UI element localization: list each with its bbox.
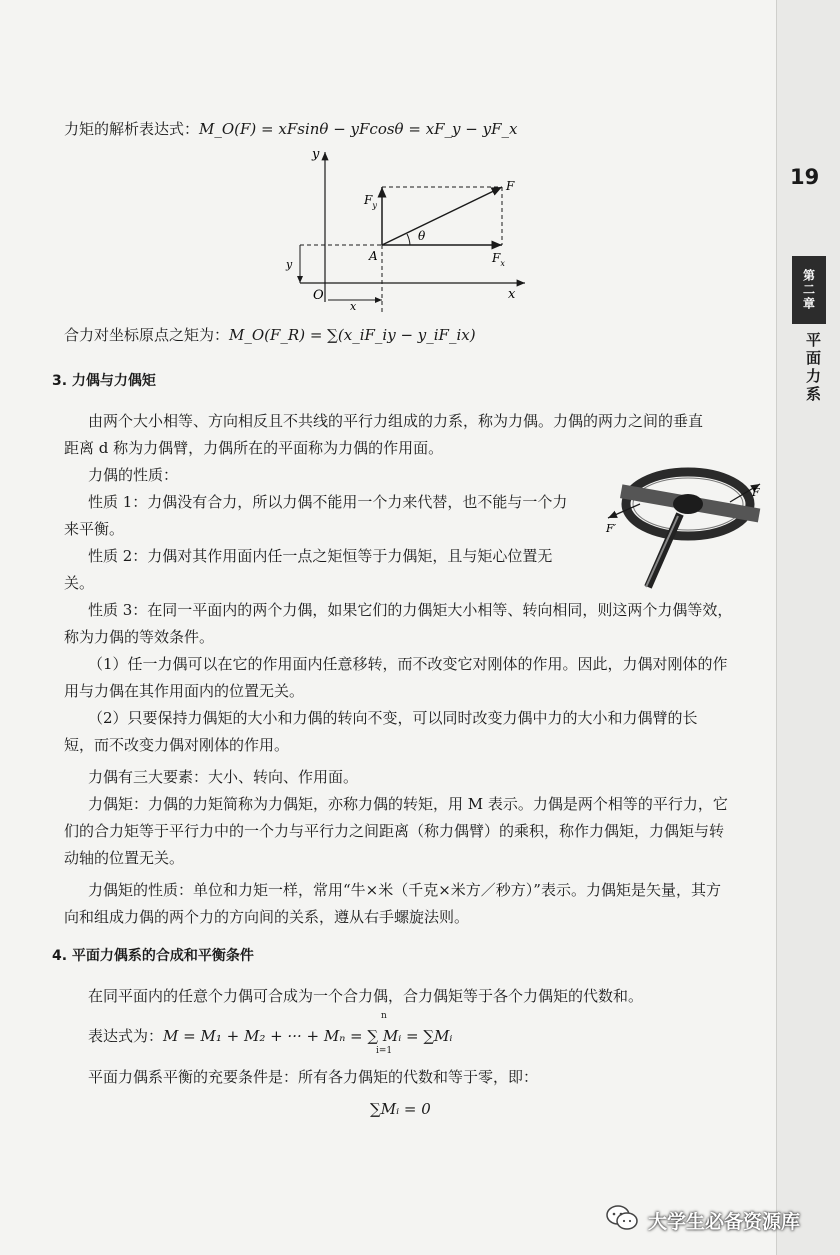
chapter-title: 平面力系 bbox=[804, 332, 822, 404]
s3-p1-line2: 距离 d 称为力偶臂，力偶所在的平面称为力偶的作用面。 bbox=[64, 439, 444, 457]
s3-prop3-line2: 称为力偶的等效条件。 bbox=[64, 628, 215, 646]
s3-three-elements: 力偶有三大要素：大小、转向、作用面。 bbox=[88, 768, 359, 786]
s3-moment-line1: 力偶矩：力偶的力矩简称为力偶矩，亦称力偶的转矩，用 M 表示。力偶是两个相等的平行力，它 bbox=[88, 795, 728, 813]
force-label-bottom: F′ bbox=[606, 522, 617, 535]
s4-expr-label: 表达式为： bbox=[88, 1027, 164, 1045]
f-label: F bbox=[506, 179, 515, 193]
s4-equilibrium: 平面力偶系平衡的充要条件是：所有各力偶矩的代数和等于零，即： bbox=[88, 1068, 539, 1086]
sum-lower-limit: i=1 bbox=[376, 1046, 393, 1056]
fx-label: $F_x$ bbox=[492, 251, 505, 268]
s4-p1: 在同平面内的任意个力偶可合成为一个合力偶，合力偶矩等于各个力偶矩的代数和。 bbox=[88, 987, 644, 1005]
s3-mprop-line2: 向和组成力偶的两个力的方向间的关系，遵从右手螺旋法则。 bbox=[64, 908, 470, 926]
steering-wheel-figure bbox=[600, 462, 775, 597]
chapter-tab: 第二章 bbox=[792, 256, 826, 324]
analytic-formula: M_O(F) = xFsinθ − yFcosθ = xF_y − yF_x bbox=[199, 120, 518, 138]
y-axis-label: y bbox=[312, 147, 320, 162]
s3-p1-line1: 由两个大小相等、方向相反且不共线的平行力组成的力系，称为力偶。力偶的两力之间的垂直 bbox=[88, 412, 704, 430]
steering-column bbox=[648, 514, 680, 587]
wheel-hub bbox=[673, 494, 703, 514]
x-dim-label: x bbox=[350, 300, 357, 312]
s3-props-title: 力偶的性质： bbox=[88, 466, 179, 484]
s4-expr: M = M₁ + M₂ + ··· + Mₙ = ∑ Mᵢ = ∑Mᵢ bbox=[163, 1027, 453, 1045]
f-vector bbox=[382, 187, 502, 245]
s3-prop2-line1: 性质 2：力偶对其作用面内任一点之矩恒等于力偶矩，且与矩心位置无 bbox=[88, 547, 553, 565]
sum-upper-limit: n bbox=[381, 1011, 387, 1021]
force-component-figure bbox=[270, 142, 540, 312]
s3-c1-line1: （1）任一力偶可以在它的作用面内任意移转，而不改变它对刚体的作用。因此，力偶对刚体的作 bbox=[88, 655, 728, 673]
s3-prop1-line2: 来平衡。 bbox=[64, 520, 125, 538]
section4-heading: 4. 平面力偶系的合成和平衡条件 bbox=[52, 948, 254, 964]
s3-c2-line1: （2）只要保持力偶矩的大小和力偶的转向不变，可以同时改变力偶中力的大小和力偶臂的长 bbox=[88, 709, 698, 727]
s3-prop3-line1: 性质 3：在同一平面内的两个力偶，如果它们的力偶矩大小相等、转向相同，则这两个力偶等效， bbox=[88, 601, 733, 619]
s3-moment-line2: 们的合力矩等于平行力中的一个力与平行力之间距离（称力偶臂）的乘积，称作力偶矩，力偶矩与转 bbox=[64, 822, 725, 840]
s3-prop2-line2: 关。 bbox=[64, 574, 95, 592]
origin-label: O bbox=[313, 288, 324, 303]
point-a-label: A bbox=[369, 249, 378, 263]
resultant-label: 合力对坐标原点之矩为： bbox=[64, 326, 230, 344]
s3-prop1-line1: 性质 1：力偶没有合力，所以力偶不能用一个力来代替，也不能与一个力 bbox=[88, 493, 568, 511]
y-dim-label: y bbox=[286, 258, 293, 271]
s3-c2-line2: 短，而不改变力偶对刚体的作用。 bbox=[64, 736, 290, 754]
resultant-moment-line bbox=[64, 324, 476, 346]
angle-label: θ bbox=[418, 229, 426, 243]
fy-label: $F_y$ bbox=[364, 193, 377, 210]
analytic-label: 力矩的解析表达式： bbox=[64, 120, 200, 138]
section3-heading: 3. 力偶与力偶矩 bbox=[52, 373, 156, 389]
resultant-formula: M_O(F_R) = ∑(x_iF_iy − y_iF_ix) bbox=[229, 326, 476, 344]
s3-mprop-line1: 力偶矩的性质：单位和力矩一样，常用“牛×米（千克×米方／秒方）”表示。力偶矩是矢量，其方 bbox=[88, 881, 721, 899]
x-axis-label: x bbox=[508, 287, 516, 302]
watermark-text: 大学生必备资源库 bbox=[648, 1211, 801, 1233]
force-label-top: F bbox=[752, 486, 760, 499]
s4-equilibrium-expr: ∑Mᵢ = 0 bbox=[370, 1100, 431, 1118]
moment-analytic-line bbox=[64, 118, 517, 140]
s4-expression-line bbox=[88, 1025, 452, 1047]
s3-moment-line3: 动轴的位置无关。 bbox=[64, 849, 185, 867]
s3-c1-line2: 用与力偶在其作用面内的位置无关。 bbox=[64, 682, 305, 700]
wechat-icon bbox=[605, 1203, 639, 1233]
page-number: 19 bbox=[790, 165, 820, 189]
angle-arc bbox=[407, 234, 410, 245]
